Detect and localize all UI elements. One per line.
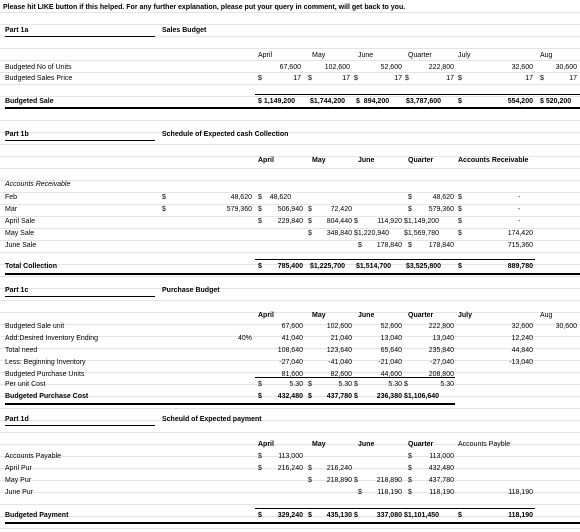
purchase-cell: 44,600 (380, 371, 402, 378)
budgeted-payment-label: Budgeted Payment (5, 512, 69, 519)
currency-sign: $ (354, 75, 358, 82)
purchase-cell: 222,800 (428, 323, 454, 330)
purchase-cell: -27,040 (279, 359, 303, 366)
col-accounts-payable: Accounts Payble (458, 441, 511, 448)
rule (255, 508, 535, 509)
grid-line (0, 60, 580, 61)
maypur-may: 218,890 (326, 477, 352, 484)
row-label: May Sale (5, 230, 35, 237)
grid-line (0, 300, 580, 301)
junesale-quarter: 178,840 (428, 242, 454, 249)
col-april: April (258, 312, 274, 319)
aprsale-april: 229,840 (277, 218, 303, 225)
grid-line (0, 528, 580, 529)
col-quarter: Quarter (408, 157, 434, 164)
feb-april: 48,620 (269, 194, 292, 201)
sales-budget-title: Sales Budget (162, 27, 207, 34)
instruction-note: Please hit LIKE button if this helped. For any further explanation, please put your query in comment, will get back to you. (3, 4, 406, 11)
col-june: June (358, 157, 375, 164)
junepur-ap: 118,190 (508, 489, 533, 496)
junepur-june: 118,190 (377, 489, 402, 496)
purchase-cell: 65,640 (380, 347, 402, 354)
aprpur-april: 216,240 (277, 465, 303, 472)
pcost-june: 236,380 (376, 393, 402, 400)
purchase-july: 44,840 (511, 347, 533, 354)
collection-april: 785,400 (277, 263, 303, 270)
mar-quarter: 579,360 (428, 206, 454, 213)
price-quarter: 17 (446, 75, 454, 82)
units-may: 102,600 (324, 64, 350, 71)
grid-line (0, 252, 580, 253)
col-may: May (312, 441, 326, 448)
currency-sign: $ (258, 75, 262, 82)
purchase-july: 12,240 (511, 335, 533, 342)
currency-sign: $ (308, 381, 312, 388)
purchase-cell: -27,040 (430, 359, 454, 366)
collection-may: $1,225,700 (310, 263, 346, 270)
underline (5, 425, 155, 426)
purchase-cell: 52,600 (380, 323, 402, 330)
grid-line (0, 420, 580, 421)
aprsale-quarter: $1,149,200 (404, 218, 440, 225)
col-july: July (458, 52, 471, 59)
junesale-june: 178,840 (376, 242, 402, 249)
purchase-budget-title: Purchase Budget (162, 287, 220, 294)
row-label: Accounts Payable (5, 453, 62, 460)
col-may: May (312, 157, 326, 164)
inventory-pct: 40% (237, 335, 252, 342)
feb-quarter: 48,620 (432, 194, 454, 201)
maysale-may: 348,840 (326, 230, 352, 237)
sale-june: 894,200 (363, 98, 390, 105)
grid-line (0, 168, 580, 169)
sale-aug: 520,200 (545, 98, 572, 105)
row-label: Less: Beginning Inventory (5, 359, 86, 366)
row-label: Mar (5, 206, 18, 213)
col-june: June (358, 312, 375, 319)
purchase-cell: 235,840 (428, 347, 454, 354)
col-aug: Aug (540, 52, 553, 59)
purchase-cell: 21,040 (330, 335, 352, 342)
purchase-cell: 102,600 (326, 323, 352, 330)
part-1c-label: Part 1c (5, 287, 29, 294)
grid-line (0, 84, 580, 85)
pay-june: 337,080 (376, 512, 402, 519)
grid-line (0, 180, 580, 181)
col-quarter: Quarter (408, 441, 434, 448)
grid-line (0, 24, 580, 25)
purchase-cell: 123,640 (326, 347, 352, 354)
purchase-aug: 30,600 (555, 323, 577, 330)
grid-line (0, 276, 580, 277)
double-rule (5, 403, 455, 405)
ap-quarter: 113,000 (429, 453, 454, 460)
purchase-cell: 108,640 (277, 347, 303, 354)
maypur-quarter: 437,780 (428, 477, 454, 484)
currency-sign: $ (405, 75, 409, 82)
ar-section-label: Accounts Receivable (5, 181, 71, 188)
underline (5, 140, 155, 141)
col-quarter: Quarter (408, 312, 434, 319)
col-april: April (258, 441, 274, 448)
purchase-july: -13,040 (509, 359, 533, 366)
budgeted-sale-label: Budgeted Sale (5, 98, 54, 105)
price-june: 17 (394, 75, 402, 82)
grid-line (0, 228, 580, 229)
prior-balance: 48,620 (230, 194, 252, 201)
purchase-cell: -41,040 (328, 359, 352, 366)
grid-line (0, 432, 580, 433)
col-april: April (258, 157, 274, 164)
part-1d-label: Part 1d (5, 416, 29, 423)
grid-line (0, 312, 580, 313)
total-collection-label: Total Collection (5, 263, 57, 270)
aprsale-ar: - (518, 218, 521, 225)
cash-collection-title: Schedule of Expected cash Collection (162, 131, 289, 138)
purchase-cell: -21,040 (378, 359, 402, 366)
units-july: 32,600 (511, 64, 533, 71)
price-april: 17 (293, 75, 301, 82)
currency-sign: $ (404, 381, 408, 388)
cost-june: 5.30 (388, 381, 402, 388)
pcost-april: 432,480 (277, 393, 303, 400)
cost-may: 5.30 (338, 381, 352, 388)
rule (255, 377, 455, 378)
collection-quarter: $3,525,800 (406, 263, 442, 270)
double-rule (5, 522, 580, 524)
grid-line (0, 504, 580, 505)
mar-april: 506,940 (277, 206, 303, 213)
maysale-ar: 174,420 (507, 230, 533, 237)
cost-label: Per unit Cost (5, 381, 46, 388)
col-quarter: Quarter (408, 52, 432, 59)
col-aug: Aug (540, 312, 553, 319)
row-label: Feb (5, 194, 18, 201)
price-aug: 17 (569, 75, 577, 82)
pcost-quarter: $1,106,640 (404, 393, 440, 400)
feb-ar: - (518, 194, 521, 201)
price-label: Budgeted Sales Price (5, 75, 73, 82)
currency-sign: $ (458, 75, 462, 82)
grid-line (0, 48, 580, 49)
grid-line (0, 240, 580, 241)
pay-ap: 118,190 (508, 512, 533, 519)
purchase-cell: 82,600 (330, 371, 352, 378)
col-june: June (358, 441, 375, 448)
aprpur-may: 216,240 (326, 465, 352, 472)
junesale-ar: 715,360 (507, 242, 533, 249)
cost-quarter: 5.30 (440, 381, 454, 388)
grid-line (0, 132, 580, 133)
part-1a-label: Part 1a (5, 27, 29, 34)
purchase-cell: 41,040 (281, 335, 303, 342)
mar-ar: - (518, 206, 521, 213)
row-label: April Pur (5, 465, 32, 472)
grid-line (0, 480, 580, 481)
col-accounts-receivable: Accounts Receivable (458, 157, 529, 164)
currency-sign: $ (308, 75, 312, 82)
grid-line (0, 288, 580, 289)
double-rule (5, 273, 580, 275)
currency-sign: $ (540, 75, 544, 82)
cost-april: 5.30 (289, 381, 303, 388)
rule (255, 94, 580, 95)
price-july: 17 (525, 75, 533, 82)
purchase-july: 32,600 (511, 323, 533, 330)
row-label: Add:Desired Inventory Ending (5, 335, 98, 342)
maysale-quarter: $1,569,780 (404, 230, 440, 237)
col-june: June (358, 52, 374, 59)
grid-line (0, 120, 580, 121)
row-label: May Pur (5, 477, 32, 484)
grid-line (0, 12, 580, 13)
grid-line (0, 144, 580, 145)
maysale-june: $1,220,940 (354, 230, 390, 237)
payment-title: Scheuld of Expected payment (162, 416, 262, 423)
col-april: April (258, 52, 273, 59)
units-april: 67,600 (279, 64, 301, 71)
units-label: Budgeted No of Units (5, 64, 72, 71)
rule (255, 259, 535, 260)
col-may: May (312, 312, 326, 319)
collection-june: $1,514,700 (356, 263, 392, 270)
sale-july: 554,200 (507, 98, 533, 105)
currency-sign: $ (354, 381, 358, 388)
part-1b-label: Part 1b (5, 131, 29, 138)
row-label: June Sale (5, 242, 37, 249)
col-may: May (312, 52, 326, 59)
underline (5, 296, 155, 297)
units-aug: 30,600 (555, 64, 577, 71)
maypur-june: 218,890 (376, 477, 402, 484)
aprpur-quarter: 432,480 (428, 465, 454, 472)
purchase-cell: 67,600 (281, 323, 303, 330)
grid-line (0, 72, 580, 73)
mar-may: 72,420 (330, 206, 352, 213)
double-rule (5, 107, 580, 109)
grid-line (0, 408, 580, 409)
purchase-cell: 81,600 (281, 371, 303, 378)
junepur-quarter: 118,190 (429, 489, 454, 496)
pay-may: 435,130 (326, 512, 352, 519)
aprsale-may: 804,440 (326, 218, 352, 225)
row-label: April Sale (5, 218, 35, 225)
units-june: 52,600 (380, 64, 402, 71)
row-label: Budgeted Purchase Units (5, 371, 85, 378)
purchase-cell: 13,040 (380, 335, 402, 342)
pay-quarter: $1,101,450 (404, 512, 440, 519)
purchase-cost-label: Budgeted Purchase Cost (5, 393, 89, 400)
purchase-cell: 208,800 (428, 371, 454, 378)
pay-april: 329,240 (277, 512, 303, 519)
row-label: June Pur (5, 489, 34, 496)
sale-quarter: $3,787,600 (406, 98, 442, 105)
pcost-may: 437,780 (326, 393, 352, 400)
units-quarter: 222,800 (428, 64, 454, 71)
prior-balance: 579,360 (226, 206, 252, 213)
price-may: 17 (342, 75, 350, 82)
ap-april: 113,000 (278, 453, 303, 460)
underline (5, 36, 155, 37)
row-label: Budgeted Sale unit (5, 323, 65, 330)
sale-april: 1,149,200 (263, 98, 295, 105)
grid-line (0, 492, 580, 493)
aprsale-june: 114,920 (377, 218, 402, 225)
col-july: July (458, 312, 473, 319)
sale-may: $1,744,200 (310, 98, 346, 105)
row-label: Total need (5, 347, 38, 354)
collection-ar: 889,780 (507, 263, 533, 270)
purchase-cell: 13,040 (432, 335, 454, 342)
